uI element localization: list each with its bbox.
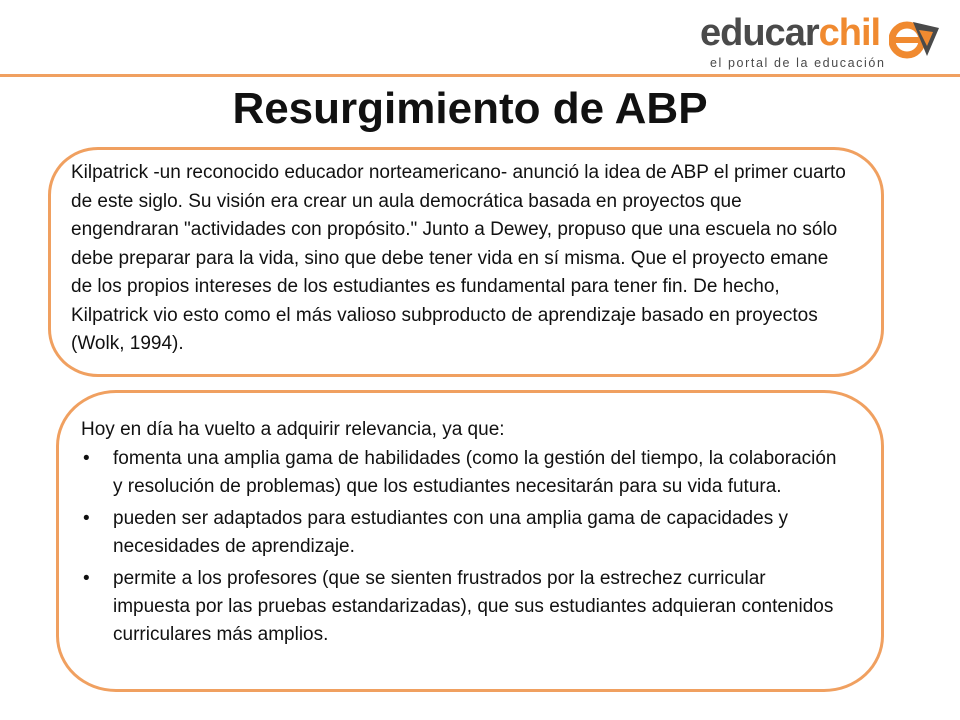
logo-word-educar: educar: [700, 12, 819, 54]
relevance-bullet-list: [81, 445, 841, 653]
bullet-icon: •: [83, 508, 90, 529]
bullet-item: [81, 505, 841, 561]
bullet-text: fomenta una amplia gama de habilidades (como la gestión del tiempo, la colaboración y resolución de problemas) que los estudiantes necesitarán para su vida futura.: [113, 448, 837, 497]
logo-wordmark: [700, 10, 880, 56]
bullet-item: [81, 445, 841, 501]
logo-e-mark-icon: [889, 18, 941, 60]
logo-tagline: el portal de la educación: [710, 56, 886, 70]
bullet-item: [81, 565, 841, 649]
bullet-icon: •: [83, 448, 90, 469]
bullet-text: permite a los profesores (que se sienten frustrados por la estrechez curricular impuesta por las pruebas estandarizadas), que sus estudiantes adquieran contenidos curriculares más amplios.: [113, 568, 834, 645]
relevance-textbox: [56, 390, 884, 692]
relevance-intro: Hoy en día ha vuelto a adquirir relevancia, ya que:: [81, 419, 505, 440]
history-textbox: [48, 147, 884, 377]
logo-word-chil: chil: [818, 12, 881, 54]
bullet-icon: •: [83, 568, 90, 589]
slide-title: Resurgimiento de ABP: [232, 84, 708, 133]
header-divider: [0, 74, 960, 77]
educarchile-logo: [700, 10, 945, 72]
history-paragraph: Kilpatrick -un reconocido educador norteamericano- anunció la idea de ABP el primer cuarto de este siglo. Su visión era crear un aula democrática basada en proyectos que engendraran "actividades con propósito." Junto a Dewey, propuso que una escuela no sólo debe preparar para la vida, sino que debe tener vida en sí misma. Que el proyecto emane de los propios intereses de los estudiantes es fundamental para tener fin. De hecho, Kilpatrick vio esto como el más valioso subproducto de aprendizaje basado en proyectos (Wolk, 1994).: [71, 162, 846, 354]
bullet-text: pueden ser adaptados para estudiantes con una amplia gama de capacidades y necesidades de aprendizaje.: [113, 508, 788, 557]
